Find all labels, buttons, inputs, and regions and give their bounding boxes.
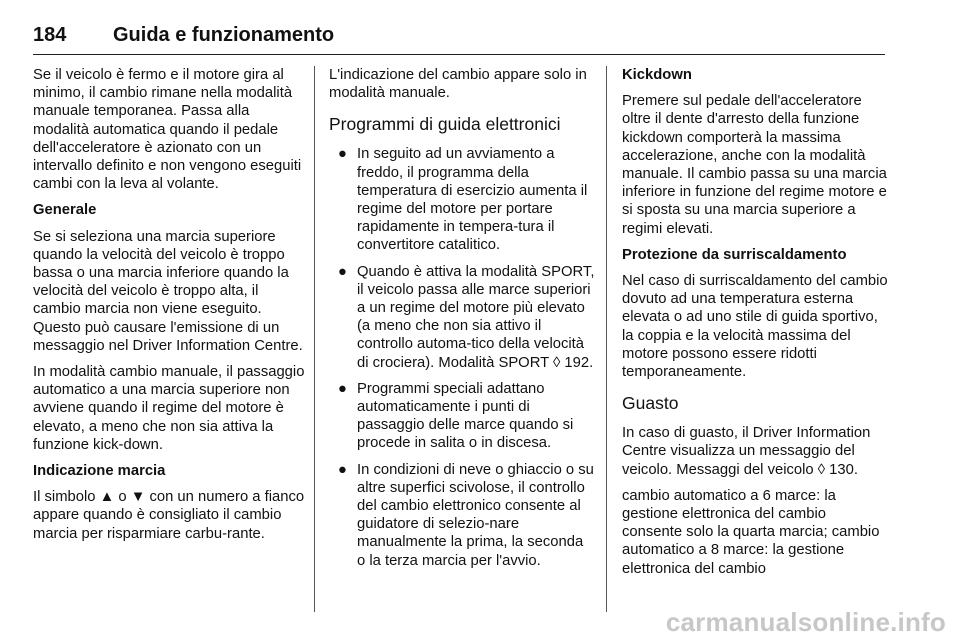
bullet-icon: ● bbox=[338, 263, 347, 280]
list-item: ● Programmi speciali adattano automaticamente i punti di passaggio delle marce quando si procede in salita o in discesa. bbox=[338, 380, 574, 452]
paragraph-intro: L'indicazione del cambio appare solo in modalità manuale. bbox=[329, 67, 587, 102]
column-left bbox=[33, 66, 305, 551]
subheading-indicazione: Indicazione marcia bbox=[33, 463, 166, 480]
bullet-icon: ● bbox=[338, 380, 347, 397]
column-middle bbox=[329, 66, 595, 578]
watermark: carmanualsonline.info bbox=[665, 607, 946, 637]
paragraph-generale: Se si seleziona una marcia superiore quando la velocità del veicolo è troppo bassa o una marcia inferiore quando la velocità del veicolo è troppo alta, il cambio marcia non viene eseguito. Questo può causare l'emissione di un messaggio nel Driver Information Centre. bbox=[33, 228, 303, 354]
bullet-list bbox=[329, 145, 595, 569]
page-header bbox=[33, 24, 885, 55]
paragraph-indicazione: Il simbolo ▲ o ▼ con un numero a fianco appare quando è consigliato il cambio marcia per risparmiare carbu-rante. bbox=[33, 489, 305, 542]
list-item: ● Quando è attiva la modalità SPORT, il veicolo passa alle marce superiori a un regime del motore più elevato (a meno che non sia attivo il controllo automa-tico della velocità di crociera). Modalità SPORT ◊ 192. bbox=[338, 263, 595, 371]
subheading-protezione: Protezione da surriscaldamento bbox=[622, 246, 847, 263]
section-title-guasto: Guasto bbox=[622, 393, 679, 414]
list-item: ● In condizioni di neve o ghiaccio o su altre superfici scivolose, il controllo del cambio elettronico consente al guidatore di selezio-nare manualmente la prima, la seconda o la terza marcia per l'avvio. bbox=[338, 461, 594, 569]
column-right bbox=[622, 66, 890, 586]
paragraph-cambio: cambio automatico a 6 marce: la gestione elettronica del cambio consente solo la quarta marcia; cambio automatico a 8 marce: la gestione elettronica del cambio bbox=[622, 487, 880, 577]
subheading-kickdown: Kickdown bbox=[622, 67, 692, 83]
paragraph-intro: Se il veicolo è fermo e il motore gira al minimo, il cambio rimane nella modalità manuale temporanea. Passa alla modalità automatica quando il pedale dell'acceleratore è azionato con un intervallo definito e non vengono eseguiti cambi con la leva al volante. bbox=[33, 67, 302, 193]
bullet-icon: ● bbox=[338, 461, 347, 478]
subheading-generale: Generale bbox=[33, 202, 97, 219]
column-divider bbox=[606, 66, 607, 612]
paragraph-kickdown: Premere sul pedale dell'acceleratore oltre il dente d'arresto della funzione kickdown comporterà la massima accelerazione, anche con la modalità manuale. Il cambio passa su una marcia inferiore in funzione del regime motore e si sposta su una marcia superiore a regimi elevati. bbox=[622, 93, 887, 237]
page-number: 184 bbox=[33, 24, 67, 46]
list-item: ● In seguito ad un avviamento a freddo, il programma della temperatura di esercizio aumenta il regime del motore per portare rapidamente in tempera-tura il convertitore catalitico. bbox=[338, 146, 588, 254]
column-divider bbox=[314, 66, 315, 612]
chapter-title: Guida e funzionamento bbox=[113, 24, 335, 46]
section-title-programmi: Programmi di guida elettronici bbox=[329, 114, 561, 135]
paragraph-manual-mode: In modalità cambio manuale, il passaggio automatico a una marcia superiore non avviene quando il regime del motore è elevato, a meno che non sia attiva la funzione kick-down. bbox=[33, 364, 305, 453]
bullet-icon: ● bbox=[338, 146, 347, 163]
paragraph-guasto: In caso di guasto, il Driver Information Centre visualizza un messaggio del veicolo. Messaggi del veicolo ◊ 130. bbox=[622, 425, 871, 478]
paragraph-protezione: Nel caso di surriscaldamento del cambio dovuto ad una temperatura esterna elevata o ad uno stile di guida sportivo, la coppia e la velocità massima del motore possono essere ridotti temporaneamente. bbox=[622, 273, 888, 381]
